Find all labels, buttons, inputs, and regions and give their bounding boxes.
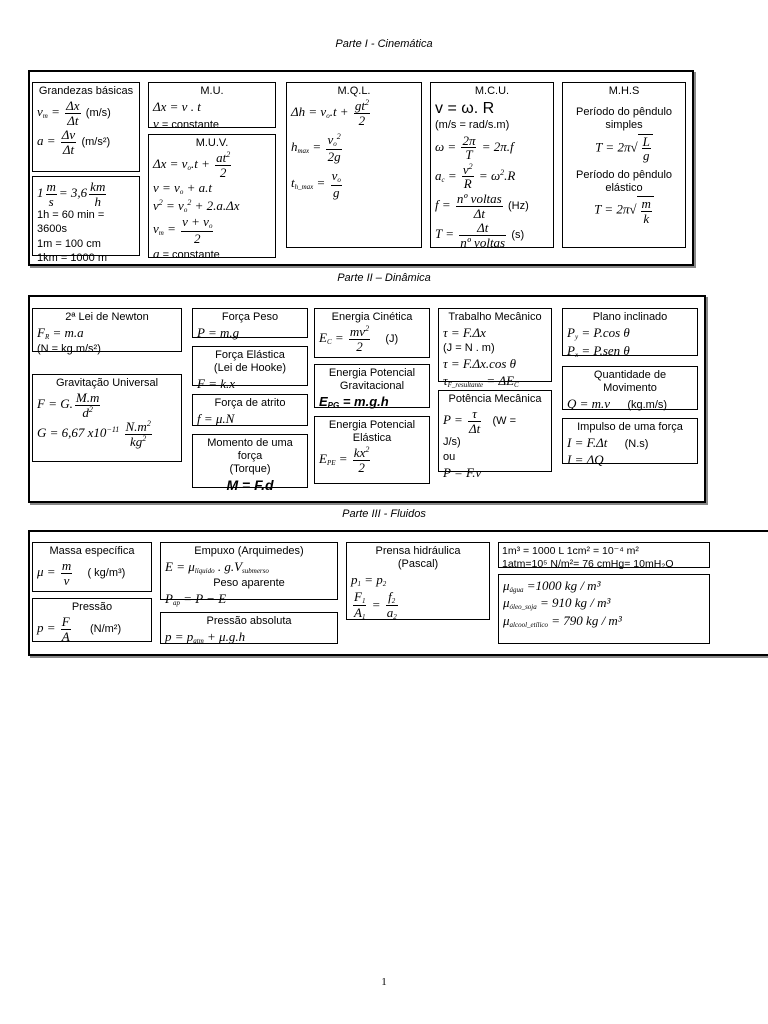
mhs-elastico-formula: T = 2π√ $\frac{m}{k}$ — [567, 196, 681, 225]
trabalho-unit: (J = N . m) — [443, 341, 495, 354]
potencia-title: Potência Mecânica — [448, 393, 542, 405]
prensa-p: $p_1 = p_2$ — [351, 572, 387, 589]
dens-alcool: $\mu_{alcool\_etílico} = 790$ kg / m³ — [503, 612, 622, 629]
part3-title: Parte III - Fluidos — [342, 508, 426, 520]
cinetica-title: Energia Cinética — [331, 311, 413, 323]
muv-pos: $\Delta x = v_o.t$ + $\frac{at^2}{2}$ — [153, 150, 231, 180]
elastica-box — [192, 346, 308, 392]
empuxo-aparente: Peso aparente — [213, 576, 285, 589]
plano-box — [562, 308, 698, 359]
dens-oleo: $\mu_{óleo\_soja} = 910$ kg / m³ — [503, 595, 611, 612]
a-formula: a = $\frac{\Delta v}{\Delta t}$ (m/s²) — [37, 127, 111, 158]
mcu-box — [430, 82, 554, 251]
elastica-title: Força Elástica — [215, 349, 285, 361]
conv-box — [498, 542, 710, 571]
qmov-title: Quantidade de Movimento — [593, 369, 667, 395]
prensa-sub: (Pascal) — [397, 558, 439, 571]
prensa-fa: $\frac{F_1}{A_1}$ = $\frac{f_2}{a_2}$ — [354, 588, 397, 622]
newton-title: 2ª Lei de Newton — [65, 311, 149, 323]
impulso-formula: I = F.Δt (N.s) — [567, 435, 649, 451]
mcu-ac: $a_c$ = $\frac{v^2}{R}$ = $\omega^2.R$ — [435, 161, 516, 192]
cinetica-formula: $E_C$ = $\frac{mv^2}{2}$ (J) — [319, 324, 399, 354]
absoluta-formula: $p = p_{atm} + \mu.g.h$ — [165, 629, 246, 646]
mcu-units: (m/s = rad/s.m) — [435, 119, 510, 132]
mhs-simples-formula: T = 2π√ $\frac{L}{g}$ — [567, 134, 681, 163]
peso-formula: P = m.g — [197, 325, 240, 341]
kmh-formula: 1 $\frac{m}{s}$ = 3,6 $\frac{km}{h}$ — [37, 179, 106, 209]
elastica-sub: (Lei de Hooke) — [213, 362, 287, 375]
grav-formula: F = G. $\frac{M.m}{d^2}$ — [37, 390, 100, 420]
trabalho-title: Trabalho Mecânico — [448, 311, 542, 323]
conv-line1: 1m³ = 1000 L 1cm² = 10⁻⁴ m² — [502, 545, 639, 557]
mql-thmax: $t_{h\_max}$ = $\frac{v_o}{g}$ — [291, 168, 341, 200]
grandezas-title: Grandezas básicas — [38, 85, 134, 97]
grav-title: Gravitação Universal — [55, 377, 159, 389]
mu-title: M.U. — [200, 85, 224, 97]
conv-line: 1km = 1000 m — [37, 251, 108, 264]
conv-line: 1m = 100 cm — [37, 237, 101, 250]
empuxo-formula: $E = \mu_{líquido}$ . $g.V_{submerso}$ — [165, 559, 269, 576]
momento-sub: (Torque) — [229, 463, 271, 476]
mhs-box — [562, 82, 686, 248]
elastica-formula: F = k.x — [197, 376, 236, 392]
plano-py: $P_y = P.\cos$ θ — [567, 325, 630, 342]
mhs-simples: Período do pêndulo simples — [575, 106, 673, 132]
atrito-title: Força de atrito — [214, 397, 286, 409]
mql-h: $\Delta h = v_o.t$ + $\frac{gt^2}{2}$ — [291, 98, 369, 128]
page-number: 1 — [381, 976, 387, 988]
muv-title: M.U.V. — [195, 137, 229, 149]
trabalho-cos: τ = F.Δx.cos θ — [443, 355, 517, 371]
muv-const: a = constante — [153, 246, 220, 262]
mql-hmax: $h_{max}$ = $\frac{v_o^2}{2g}$ — [291, 132, 341, 164]
trabalho-formula: τ = F.Δx — [443, 325, 486, 341]
mhs-elastico: Período do pêndulo elástico — [575, 168, 673, 195]
newton-unit: (N = kg.m/s²) — [37, 342, 101, 355]
muv-torricelli: $v^2 = v_o^2 + 2.a.\Delta x$ — [153, 197, 240, 214]
potel-title: Energia Potencial Elástica — [328, 419, 416, 445]
grav-const: G = 6,67 $x10^{-11}$ $\frac{N.m^2}{kg^2}$ — [37, 419, 151, 450]
impulso-title: Impulso de uma força — [577, 421, 683, 433]
muv-vel: $v = v_o + a.t$ — [153, 180, 212, 197]
qmov-formula: Q = m.v (kg.m/s) — [567, 396, 668, 412]
muv-box — [148, 134, 276, 262]
pressao-title: Pressão — [71, 601, 113, 613]
mcu-f: f = $\frac{\text{nº voltas}}{\Delta t}$ (Hz) — [435, 191, 529, 221]
potel-box — [314, 416, 430, 484]
potgrav-title: Energia Potencial Gravitacional — [328, 367, 416, 393]
mcu-big: v = ω. R — [435, 100, 495, 118]
grandezas-box — [32, 82, 140, 172]
newton-box — [32, 308, 182, 355]
dens-box — [498, 574, 710, 644]
impulso-dq: I = ΔQ — [567, 452, 604, 468]
momento-formula: M = F.d — [226, 476, 274, 493]
trabalho-box — [438, 308, 552, 389]
momento-box — [192, 434, 308, 493]
newton-formula: $F_R = m.a$ — [37, 325, 84, 342]
potencia-fv: P = F.v — [443, 464, 482, 480]
mcu-title: M.C.U. — [474, 85, 510, 97]
potencia-box — [438, 390, 552, 480]
mu-box — [148, 82, 276, 131]
mhs-title: M.H.S — [608, 85, 640, 97]
empuxo-box — [160, 542, 338, 607]
atrito-box — [192, 394, 308, 426]
qmov-box — [562, 366, 698, 410]
part2-title: Parte II – Dinâmica — [337, 272, 431, 284]
momento-title: Momento de uma força — [207, 437, 293, 463]
prensa-title: Prensa hidráulica — [375, 545, 461, 557]
trabalho-energia: $\tau_{F\_resultante} = \Delta E_C$ — [443, 372, 519, 389]
conversions-box — [32, 176, 140, 264]
empuxo-title: Empuxo (Arquimedes) — [194, 545, 304, 557]
pressao-box — [32, 598, 152, 642]
empuxo-pap: $P_{ap} = P - E$ — [165, 590, 227, 607]
atrito-formula: f = μ.N — [197, 411, 235, 427]
massa-box — [32, 542, 152, 592]
mql-box — [286, 82, 422, 248]
mcu-omega: ω = $\frac{2\pi}{T}$ = 2π.f — [435, 132, 514, 163]
potgrav-formula: EPG = m.g.h — [319, 394, 389, 411]
dens-agua: $\mu_{água} =1000$ kg / m³ — [503, 578, 601, 594]
conv-line: 3600s — [37, 223, 67, 236]
potgrav-box — [314, 364, 430, 411]
peso-box — [192, 308, 308, 341]
mu-const: v = constante — [153, 115, 220, 131]
absoluta-title: Pressão absoluta — [206, 615, 292, 627]
plano-px: $P_x = P.sen$ θ — [567, 342, 630, 359]
peso-title: Força Peso — [221, 311, 279, 323]
potencia-ou: ou — [443, 450, 456, 463]
grav-box — [32, 374, 182, 462]
massa-title: Massa específica — [49, 545, 135, 557]
vm-formula: $v_m$ = $\frac{\Delta x}{\Delta t}$ (m/s) — [37, 98, 111, 128]
potel-formula: $E_{PE}$ = $\frac{kx^2}{2}$ — [319, 445, 370, 476]
potencia-formula: P = $\frac{\tau}{\Delta t}$ (W = — [443, 406, 517, 436]
mql-title: M.Q.L. — [337, 85, 371, 97]
absoluta-box — [160, 612, 338, 644]
cinetica-box — [314, 308, 430, 358]
conv-line2: 1atm=10⁵ N/m²= 76 cmHg= 10mH₂O — [502, 558, 674, 571]
pressao-formula: p = $\frac{F}{A}$ (N/m²) — [37, 614, 122, 644]
massa-formula: μ = $\frac{m}{v}$ ( kg/m³) — [37, 558, 126, 588]
mu-formula: Δx = v . t — [153, 99, 201, 115]
conv-line: 1h = 60 min = — [37, 209, 105, 222]
plano-title: Plano inclinado — [592, 311, 668, 323]
potencia-unit2: J/s) — [443, 436, 461, 449]
prensa-box — [346, 542, 490, 620]
part1-title: Parte I - Cinemática — [335, 38, 433, 50]
muv-vm: $v_m$ = $\frac{v + v_o}{2}$ — [153, 214, 213, 246]
mcu-T: T = $\frac{\Delta t}{\text{nº voltas}}$ (s) — [435, 220, 525, 251]
impulso-box — [562, 418, 698, 468]
